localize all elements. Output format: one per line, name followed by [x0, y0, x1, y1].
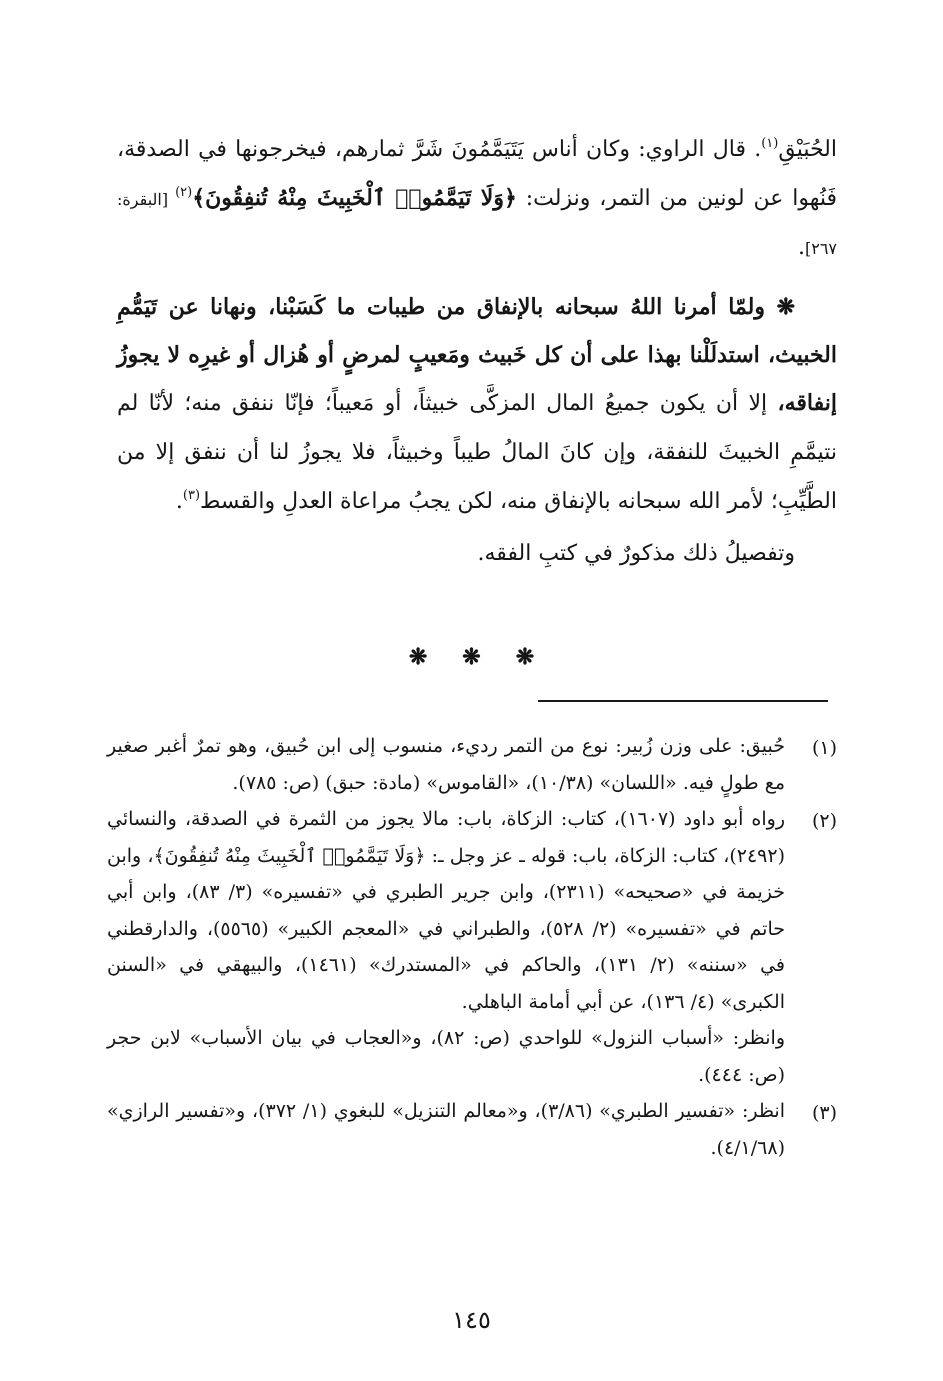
footnote-2-continuation: وانظر: «أسباب النزول» للواحدي (ص: ٨٢)، و«العجاب في بيان الأسباب» لابن حجر (ص: ٤٤٤). — [107, 1027, 785, 1086]
main-text — [117, 126, 837, 578]
footnote-3-number: (٣) — [811, 1102, 837, 1124]
footnote-2-text: رواه أبو داود (١٦٠٧)، كتاب: الزكاة، باب: مالا يجوز من الثمرة في الصدقة، والنسائي (٢٤٩٢)، كتاب: الزكاة، باب: قوله ـ عز وجل ـ: ﴿وَلَا تَيَمَّمُوا۟ ٱلْخَبِيثَ مِنْهُ تُنفِقُونَ﴾، وابن خزيمة في «صحيحه» (٢٣١١)، وابن جرير الطبري في «تفسيره» (٣/ ٨٣)، وابن أبي حاتم في «تفسيره» (٢/ ٥٢٨)، والطبراني في «المعجم الكبير» (٥٥٦٥)، والدارقطني في «سننه» (٢/ ١٣١)، والحاكم في «المستدرك» (١٤٦١)، والبيهقي في «السنن الكبرى» (٤/ ١٣٦)، عن أبي أمامة الباهلي. — [107, 808, 785, 1013]
footnote-marker-3: (٣) — [182, 488, 201, 503]
paragraph-3: وتفصيلُ ذلك مذكورٌ في كتبِ الفقه. — [477, 541, 795, 566]
footnote-1 — [107, 728, 837, 801]
section-separator — [0, 644, 943, 670]
word-hubayq: الحُبَيْقِ — [778, 137, 837, 162]
paragraph-2-plain: إلا أن يكون جميعُ المال المزكَّى خبيثاً، أو مَعيباً؛ فإنّا ننفق منه؛ لأنّا لم نتيمَّمِ الخبيثَ للنفقة، وإن كانَ المالُ طيباً وخبيثاً، فلا يجوزُ لنا أن ننفق إلا من الطَّيِّبِ؛ لأمر الله سبحانه بالإنفاق منه، لكن يجبُ مراعاة العدلِ والقسط — [117, 391, 837, 514]
footnote-1-number: (١) — [811, 737, 837, 759]
separator-star-1: ❋ — [408, 644, 428, 670]
verse-reference: [البقرة: ٢٦٧] — [117, 190, 837, 258]
quran-verse: ﴿وَلَا تَيَمَّمُوا۟ ٱلْخَبِيثَ مِنْهُ تُنفِقُونَ﴾ — [192, 185, 517, 211]
footnote-2-number: (٢) — [811, 810, 837, 832]
footnotes — [107, 728, 837, 1166]
paragraph-2-end: . — [175, 489, 183, 514]
separator-star-2: ❋ — [462, 644, 481, 670]
footnote-3 — [107, 1093, 837, 1166]
paragraph-1-end: . — [797, 235, 805, 260]
footnote-3-text: انظر: «تفسير الطبري» (٣/٨٦)، و«معالم التنزيل» للبغوي (١/ ٣٧٢)، و«تفسير الرازي» (٤/١/٦٨). — [107, 1100, 785, 1159]
paragraph-2 — [117, 283, 837, 526]
paragraph-1 — [117, 126, 837, 273]
footnote-2 — [107, 801, 837, 1020]
paragraph-2-bold: ❋ ولمّا أمرنا اللهُ سبحانه بالإنفاق من طيبات ما كَسَبْنا، ونهانا عن تَيَمُّمِ الخبيث، استدلَلْنا بهذا على أن كل خَبيث ومَعيبٍ لمرضٍ أو هُزال أو غيرِه لا يجوزُ إنفاقه، — [117, 294, 837, 416]
footnote-divider — [538, 700, 828, 702]
footnote-1-text: حُبيق: على وزن زُبير: نوع من التمر رديء، منسوب إلى ابن حُبيق، وهو تمرٌ أغبر صغير مع طولٍ فيه. «اللسان» (١٠/٣٨)، «القاموس» (مادة: حبق) (ص: ٧٨٥). — [107, 735, 785, 794]
paragraph-1-text: . قال الراوي: وكان أناس يَتَيَمَّمُونَ شَرَّ ثمارهم، فيخرجونها في الصدقة، فَنُهوا عن لونين من التمر، ونزلت: — [117, 137, 838, 211]
footnote-marker-1: (١) — [761, 136, 779, 151]
footnote-marker-2: (٢) — [175, 185, 193, 200]
separator-star-3: ❋ — [515, 644, 535, 670]
page-number: ١٤٥ — [452, 1306, 491, 1334]
